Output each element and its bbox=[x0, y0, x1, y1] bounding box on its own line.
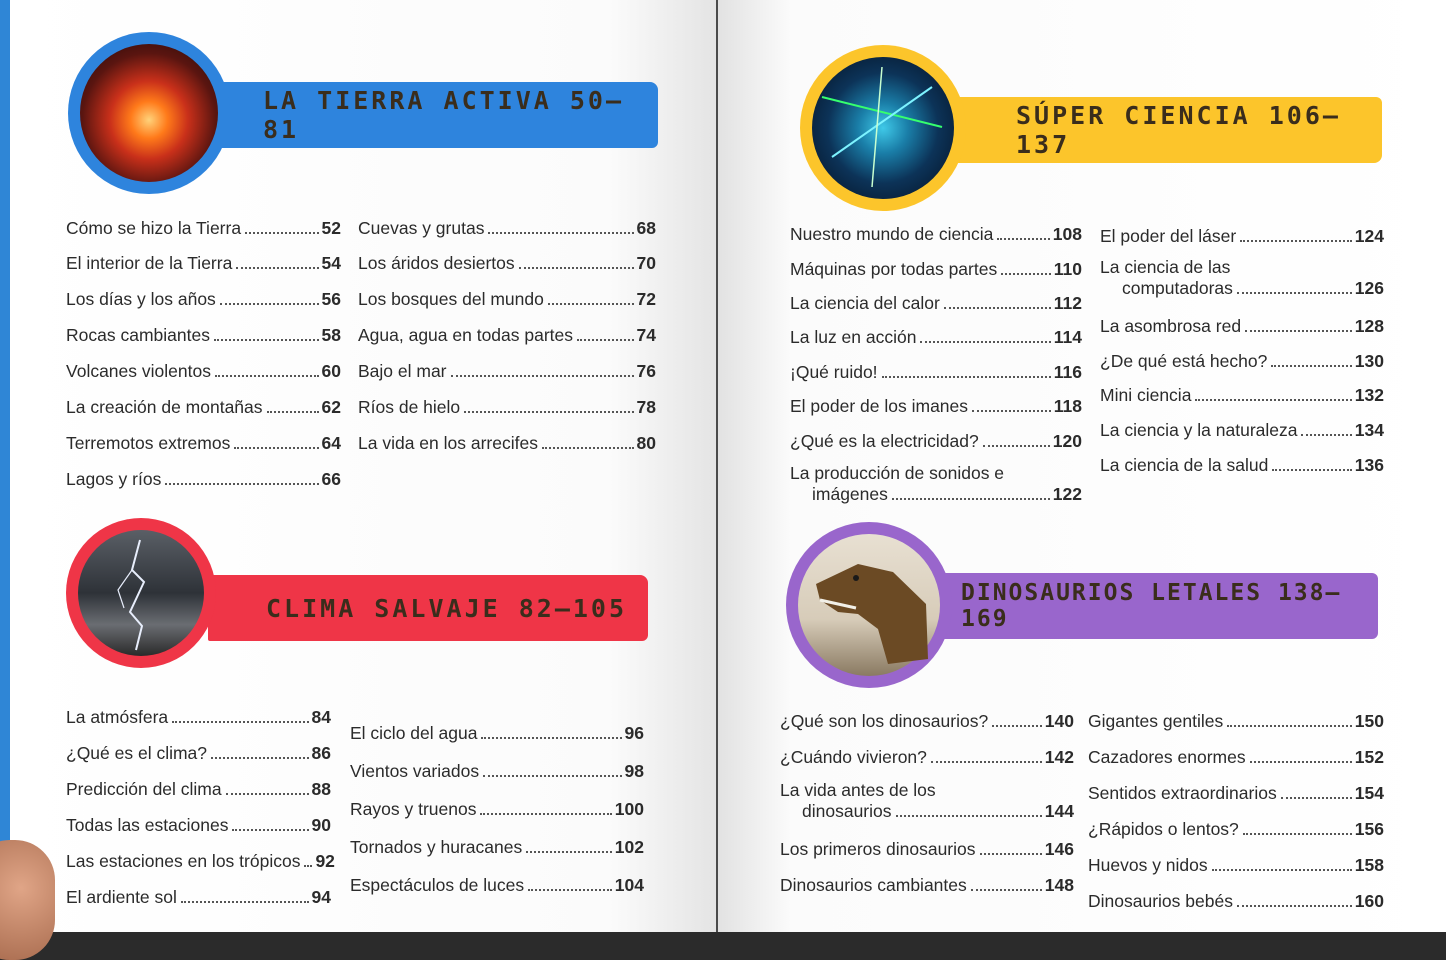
dot-leader bbox=[451, 375, 634, 377]
toc-entry bbox=[66, 884, 331, 908]
toc-entry-title: Los bosques del mundo bbox=[358, 289, 544, 309]
toc-entry bbox=[790, 221, 1082, 245]
dot-leader bbox=[234, 447, 318, 449]
right-page bbox=[718, 0, 1446, 940]
toc-page-number: 92 bbox=[315, 851, 335, 871]
toc-entry-title: ¿Qué son los dinosaurios? bbox=[780, 711, 989, 731]
toc-column bbox=[66, 704, 335, 924]
toc-entry-title: Cuevas y grutas bbox=[358, 218, 485, 238]
toc-entry-title: La ciencia de las bbox=[1100, 257, 1231, 277]
toc-entry-title: Huevos y nidos bbox=[1088, 855, 1208, 875]
dot-leader bbox=[488, 232, 633, 234]
toc-entry-title: ¿Qué es el clima? bbox=[66, 743, 208, 763]
toc-entry bbox=[66, 394, 341, 418]
toc-page-number: 160 bbox=[1354, 891, 1384, 911]
section-title: SÚPER CIENCIA 106–137 bbox=[1016, 101, 1341, 159]
dot-leader bbox=[304, 865, 312, 867]
dot-leader bbox=[920, 341, 1050, 343]
toc-column bbox=[780, 708, 1074, 918]
dot-leader bbox=[526, 851, 612, 853]
dot-leader bbox=[464, 411, 633, 413]
toc-entry-title: La vida antes de los bbox=[780, 780, 936, 800]
toc-entry-title: La vida en los arrecifes bbox=[358, 433, 538, 453]
dot-leader bbox=[971, 889, 1042, 891]
toc-entry-title: Ríos de hielo bbox=[358, 397, 461, 417]
dot-leader bbox=[931, 761, 1042, 763]
toc-entry-title: ¿Qué es la electricidad? bbox=[790, 431, 979, 451]
toc-entry-title: ¡Qué ruido! bbox=[790, 362, 878, 382]
toc-entry bbox=[350, 758, 644, 782]
toc-entry bbox=[66, 286, 341, 310]
page-bottom-shadow bbox=[0, 932, 1446, 960]
toc-entry bbox=[1088, 708, 1384, 732]
toc-entry-title: El poder del láser bbox=[1100, 226, 1237, 246]
toc-entry bbox=[790, 463, 1082, 507]
dot-leader bbox=[542, 447, 634, 449]
dot-leader bbox=[172, 721, 308, 723]
toc-page-number: 128 bbox=[1354, 316, 1384, 336]
toc-entry-title: Los primeros dinosaurios bbox=[780, 839, 976, 859]
dot-leader bbox=[1001, 273, 1051, 275]
dot-leader bbox=[1301, 434, 1351, 436]
toc-page-number: 122 bbox=[1052, 484, 1082, 504]
dot-leader bbox=[882, 376, 1051, 378]
toc-entry-title: Rocas cambiantes bbox=[66, 325, 210, 345]
toc-page-number: 110 bbox=[1053, 259, 1082, 279]
toc-entry bbox=[790, 428, 1082, 452]
toc-entry bbox=[66, 740, 331, 764]
dot-leader bbox=[232, 829, 308, 831]
toc-entry-title: Predicción del clima bbox=[66, 779, 222, 799]
dot-leader bbox=[896, 815, 1042, 817]
toc-page-number: 102 bbox=[614, 837, 644, 857]
dot-leader bbox=[1195, 399, 1351, 401]
toc-page-number: 56 bbox=[321, 289, 341, 309]
dot-leader bbox=[226, 793, 309, 795]
toc-page-number: 52 bbox=[321, 218, 341, 238]
toc-page-number: 158 bbox=[1354, 855, 1384, 875]
toc-page-number: 94 bbox=[311, 887, 331, 907]
dot-leader bbox=[483, 775, 621, 777]
toc-column bbox=[66, 205, 341, 495]
toc-entry bbox=[66, 358, 341, 382]
toc-page-number: 84 bbox=[311, 707, 331, 727]
toc-column bbox=[790, 213, 1082, 513]
dot-leader bbox=[481, 737, 621, 739]
toc-entry-title: Rayos y truenos bbox=[350, 799, 477, 819]
toc-entry-title: Agua, agua en todas partes bbox=[358, 325, 574, 345]
section-title: CLIMA SALVAJE 82–105 bbox=[266, 593, 628, 623]
toc-page-number: 72 bbox=[636, 289, 656, 309]
toc-column bbox=[358, 205, 656, 465]
toc-entry-title: ¿Rápidos o lentos? bbox=[1088, 819, 1239, 839]
section-dinosaurios-letales bbox=[718, 510, 1446, 940]
toc-page-number: 156 bbox=[1354, 819, 1384, 839]
toc-entry-title: Máquinas por todas partes bbox=[790, 259, 998, 279]
toc-entry-title: Bajo el mar bbox=[358, 361, 447, 381]
toc-page-number: 136 bbox=[1354, 455, 1384, 475]
dot-leader bbox=[220, 303, 319, 305]
toc-page-number: 104 bbox=[614, 875, 644, 895]
dot-leader bbox=[1271, 365, 1351, 367]
dot-leader bbox=[215, 375, 319, 377]
toc-page-number: 64 bbox=[321, 433, 341, 453]
toc-entry-title: Las estaciones en los trópicos bbox=[66, 851, 301, 871]
section-banner bbox=[933, 573, 1378, 639]
toc-entry bbox=[66, 848, 335, 872]
toc-page-number: 68 bbox=[636, 218, 656, 238]
toc-page-number: 76 bbox=[636, 361, 656, 381]
toc-page-number: 118 bbox=[1053, 396, 1082, 416]
dot-leader bbox=[992, 725, 1042, 727]
toc-page-number: 96 bbox=[624, 723, 644, 743]
toc-page-number: 146 bbox=[1044, 839, 1074, 859]
dot-leader bbox=[892, 498, 1050, 500]
dot-leader bbox=[944, 307, 1051, 309]
toc-entry bbox=[790, 324, 1082, 348]
toc-entry bbox=[350, 872, 644, 896]
toc-column bbox=[1100, 215, 1384, 485]
toc-entry bbox=[780, 780, 1074, 824]
toc-entry-title: Cazadores enormes bbox=[1088, 747, 1246, 767]
toc-entry bbox=[1088, 780, 1384, 804]
toc-entry-title-cont: computadoras bbox=[1122, 278, 1233, 298]
toc-entry-title: La luz en acción bbox=[790, 327, 917, 347]
toc-page-number: 98 bbox=[624, 761, 644, 781]
dot-leader bbox=[577, 339, 634, 341]
toc-entry bbox=[1100, 348, 1384, 372]
toc-page-number: 132 bbox=[1354, 385, 1384, 405]
toc-entry bbox=[66, 466, 341, 490]
toc-entry-title: Dinosaurios cambiantes bbox=[780, 875, 967, 895]
toc-page-number: 54 bbox=[321, 253, 341, 273]
toc-entry-title: ¿Cuándo vivieron? bbox=[780, 747, 927, 767]
toc-page-number: 114 bbox=[1053, 327, 1082, 347]
toc-entry bbox=[358, 430, 656, 454]
toc-entry bbox=[1100, 257, 1384, 301]
toc-page-number: 130 bbox=[1354, 351, 1384, 371]
toc-entry-title: El interior de la Tierra bbox=[66, 253, 233, 273]
toc-entry-title: Espectáculos de luces bbox=[350, 875, 525, 895]
toc-column bbox=[1088, 708, 1384, 928]
toc-page-number: 62 bbox=[321, 397, 341, 417]
toc-page-number: 108 bbox=[1052, 224, 1082, 244]
toc-entry-title: Todas las estaciones bbox=[66, 815, 229, 835]
toc-entry bbox=[780, 872, 1074, 896]
toc-entry bbox=[790, 290, 1082, 314]
toc-entry-title: Gigantes gentiles bbox=[1088, 711, 1224, 731]
toc-entry-title: Dinosaurios bebés bbox=[1088, 891, 1233, 911]
toc-page-number: 112 bbox=[1053, 293, 1082, 313]
dot-leader bbox=[245, 232, 318, 234]
toc-page-number: 70 bbox=[636, 253, 656, 273]
toc-page-number: 152 bbox=[1354, 747, 1384, 767]
dot-leader bbox=[1281, 797, 1352, 799]
toc-entry bbox=[358, 215, 656, 239]
toc-entry bbox=[1100, 382, 1384, 406]
section-banner bbox=[948, 97, 1382, 163]
section-banner bbox=[208, 82, 658, 148]
dot-leader bbox=[165, 483, 318, 485]
toc-entry-title: La asombrosa red bbox=[1100, 316, 1242, 336]
toc-page-number: 80 bbox=[636, 433, 656, 453]
dot-leader bbox=[983, 445, 1050, 447]
toc-entry bbox=[66, 322, 341, 346]
toc-entry bbox=[1100, 313, 1384, 337]
toc-entry-title: La ciencia de la salud bbox=[1100, 455, 1269, 475]
toc-entry-title: Nuestro mundo de ciencia bbox=[790, 224, 994, 244]
toc-entry bbox=[780, 836, 1074, 860]
toc-entry-title: Los días y los años bbox=[66, 289, 216, 309]
toc-page-number: 100 bbox=[614, 799, 644, 819]
toc-entry-title: Tornados y huracanes bbox=[350, 837, 523, 857]
toc-entry bbox=[66, 812, 331, 836]
section-super-ciencia bbox=[718, 0, 1446, 510]
toc-page-number: 134 bbox=[1354, 420, 1384, 440]
holding-thumb bbox=[0, 840, 55, 960]
toc-entry bbox=[1088, 744, 1384, 768]
dot-leader bbox=[211, 757, 309, 759]
toc-entry-title: Sentidos extraordinarios bbox=[1088, 783, 1277, 803]
dot-leader bbox=[528, 889, 612, 891]
toc-entry bbox=[780, 744, 1074, 768]
toc-entry bbox=[1088, 816, 1384, 840]
toc-page-number: 140 bbox=[1044, 711, 1074, 731]
dot-leader bbox=[980, 853, 1042, 855]
toc-entry-title: Mini ciencia bbox=[1100, 385, 1192, 405]
toc-entry-title: La producción de sonidos e bbox=[790, 463, 1005, 483]
toc-entry-title: El poder de los imanes bbox=[790, 396, 969, 416]
toc-entry bbox=[1088, 852, 1384, 876]
dot-leader bbox=[214, 339, 319, 341]
toc-entry bbox=[350, 796, 644, 820]
dot-leader bbox=[1240, 240, 1352, 242]
toc-entry bbox=[1088, 888, 1384, 912]
toc-page-number: 60 bbox=[321, 361, 341, 381]
toc-entry-title: La ciencia y la naturaleza bbox=[1100, 420, 1298, 440]
dot-leader bbox=[1272, 469, 1351, 471]
toc-entry bbox=[66, 430, 341, 454]
dot-leader bbox=[519, 267, 634, 269]
toc-page-number: 88 bbox=[311, 779, 331, 799]
toc-entry-title-cont: dinosaurios bbox=[802, 801, 892, 821]
toc-entry bbox=[1100, 417, 1384, 441]
toc-entry-title: Cómo se hizo la Tierra bbox=[66, 218, 242, 238]
volcano-icon bbox=[68, 32, 230, 194]
dot-leader bbox=[1243, 833, 1352, 835]
toc-entry bbox=[66, 776, 331, 800]
toc-page-number: 154 bbox=[1354, 783, 1384, 803]
section-title: DINOSAURIOS LETALES 138–169 bbox=[961, 580, 1342, 632]
dot-leader bbox=[1227, 725, 1352, 727]
lightning-storm-icon bbox=[66, 518, 216, 668]
dot-leader bbox=[997, 238, 1049, 240]
toc-entry-title: Vientos variados bbox=[350, 761, 480, 781]
toc-entry-title: El ardiente sol bbox=[66, 887, 177, 907]
toc-entry bbox=[1100, 452, 1384, 476]
left-page bbox=[10, 0, 716, 940]
section-clima-salvaje bbox=[10, 500, 716, 940]
dot-leader bbox=[181, 901, 309, 903]
toc-entry bbox=[790, 393, 1082, 417]
dot-leader bbox=[548, 303, 634, 305]
toc-entry bbox=[358, 322, 656, 346]
toc-page-number: 90 bbox=[311, 815, 331, 835]
toc-column bbox=[350, 720, 644, 920]
toc-page-number: 116 bbox=[1053, 362, 1082, 382]
dot-leader bbox=[480, 813, 611, 815]
laser-show-icon bbox=[800, 45, 966, 211]
toc-page-number: 78 bbox=[636, 397, 656, 417]
toc-entry bbox=[780, 708, 1074, 732]
section-tierra-activa bbox=[10, 0, 716, 500]
toc-entry-title: Lagos y ríos bbox=[66, 469, 162, 489]
dot-leader bbox=[1250, 761, 1352, 763]
toc-entry-title: La atmósfera bbox=[66, 707, 169, 727]
toc-entry bbox=[350, 834, 644, 858]
toc-page-number: 148 bbox=[1044, 875, 1074, 895]
toc-entry-title: La ciencia del calor bbox=[790, 293, 940, 313]
toc-entry bbox=[790, 359, 1082, 383]
toc-page-number: 120 bbox=[1052, 431, 1082, 451]
dot-leader bbox=[1237, 905, 1352, 907]
toc-entry-title: La creación de montañas bbox=[66, 397, 263, 417]
toc-entry bbox=[790, 256, 1082, 280]
toc-entry bbox=[358, 358, 656, 382]
toc-entry bbox=[1100, 223, 1384, 247]
toc-entry bbox=[358, 394, 656, 418]
section-banner bbox=[208, 575, 648, 641]
toc-page-number: 126 bbox=[1354, 278, 1384, 298]
toc-entry bbox=[66, 704, 331, 728]
toc-page-number: 66 bbox=[321, 469, 341, 489]
toc-page-number: 124 bbox=[1354, 226, 1384, 246]
toc-entry bbox=[66, 215, 341, 239]
toc-entry bbox=[358, 250, 656, 274]
toc-page-number: 58 bbox=[321, 325, 341, 345]
book-spine-edge bbox=[0, 0, 10, 940]
toc-page-number: 86 bbox=[311, 743, 331, 763]
toc-entry-title: Volcanes violentos bbox=[66, 361, 211, 381]
toc-entry-title: ¿De qué está hecho? bbox=[1100, 351, 1268, 371]
toc-entry-title: El ciclo del agua bbox=[350, 723, 478, 743]
toc-entry bbox=[66, 250, 341, 274]
toc-entry bbox=[358, 286, 656, 310]
toc-entry-title: Terremotos extremos bbox=[66, 433, 231, 453]
toc-page-number: 142 bbox=[1044, 747, 1074, 767]
toc-page-number: 150 bbox=[1354, 711, 1384, 731]
dot-leader bbox=[1237, 292, 1352, 294]
dinosaur-icon bbox=[786, 522, 952, 688]
dot-leader bbox=[972, 410, 1051, 412]
toc-entry-title-cont: imágenes bbox=[812, 484, 888, 504]
dot-leader bbox=[1245, 330, 1352, 332]
toc-page-number: 144 bbox=[1044, 801, 1074, 821]
dot-leader bbox=[1212, 869, 1352, 871]
toc-page-number: 74 bbox=[636, 325, 656, 345]
toc-entry-title: Los áridos desiertos bbox=[358, 253, 515, 273]
dot-leader bbox=[267, 411, 319, 413]
dot-leader bbox=[236, 267, 318, 269]
section-title: LA TIERRA ACTIVA 50–81 bbox=[263, 86, 625, 144]
toc-entry bbox=[350, 720, 644, 744]
